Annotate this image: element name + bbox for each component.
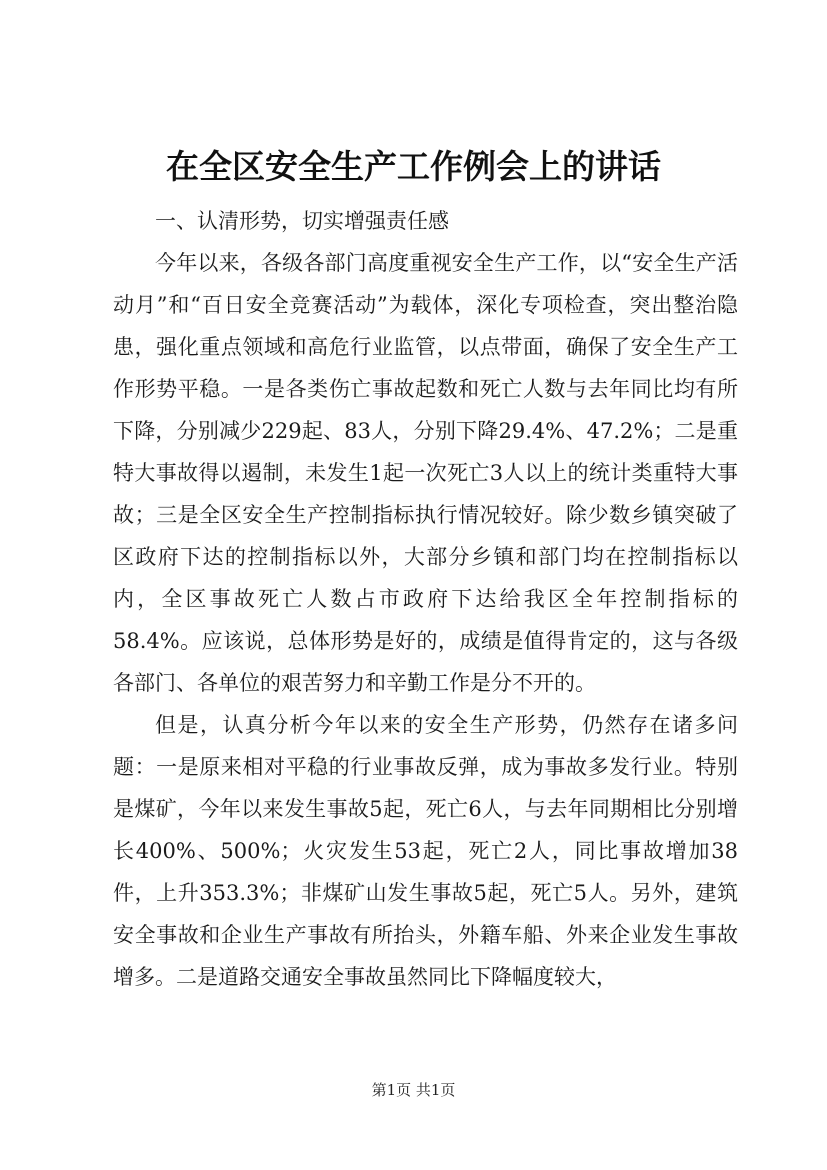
document-body (113, 200, 738, 998)
body-paragraph: 但是，认真分析今年以来的安全生产形势，仍然存在诸多问题：一是原来相对平稳的行业事故反弹，成为事故多发行业。特别是煤矿，今年以来发生事故5起，死亡6人，与去年同期相比分别增长400%、500%；火灾发生53起，死亡2人，同比事故增加38件，上升353.3%；非煤矿山发生事故5起，死亡5人。另外，建筑安全事故和企业生产事故有所抬头，外籍车船、外来企业发生事故增多。二是道路交通安全事故虽然同比下降幅度较大， (113, 713, 738, 989)
page-footer: 第1页 共1页 (371, 1081, 456, 1099)
document-title: 在全区安全生产工作例会上的讲话 (166, 147, 661, 186)
section-heading: 一、认清形势，切实增强责任感 (155, 209, 449, 233)
body-paragraph: 今年以来，各级各部门高度重视安全生产工作，以“安全生产活动月”和“百日安全竞赛活动”为载体，深化专项检查，突出整治隐患，强化重点领域和高危行业监管，以点带面，确保了安全生产工作形势平稳。一是各类伤亡事故起数和死亡人数与去年同比均有所下降，分别减少229起、83人，分别下降29.4%、47.2%；二是重特大事故得以遏制，未发生1起一次死亡3人以上的统计类重特大事故；三是全区安全生产控制指标执行情况较好。除少数乡镇突破了区政府下达的控制指标以外，大部分乡镇和部门均在控制指标以内，全区事故死亡人数占市政府下达给我区全年控制指标的58.4%。应该说，总体形势是好的，成绩是值得肯定的，这与各级各部门、各单位的艰苦努力和辛勤工作是分不开的。 (113, 251, 738, 695)
